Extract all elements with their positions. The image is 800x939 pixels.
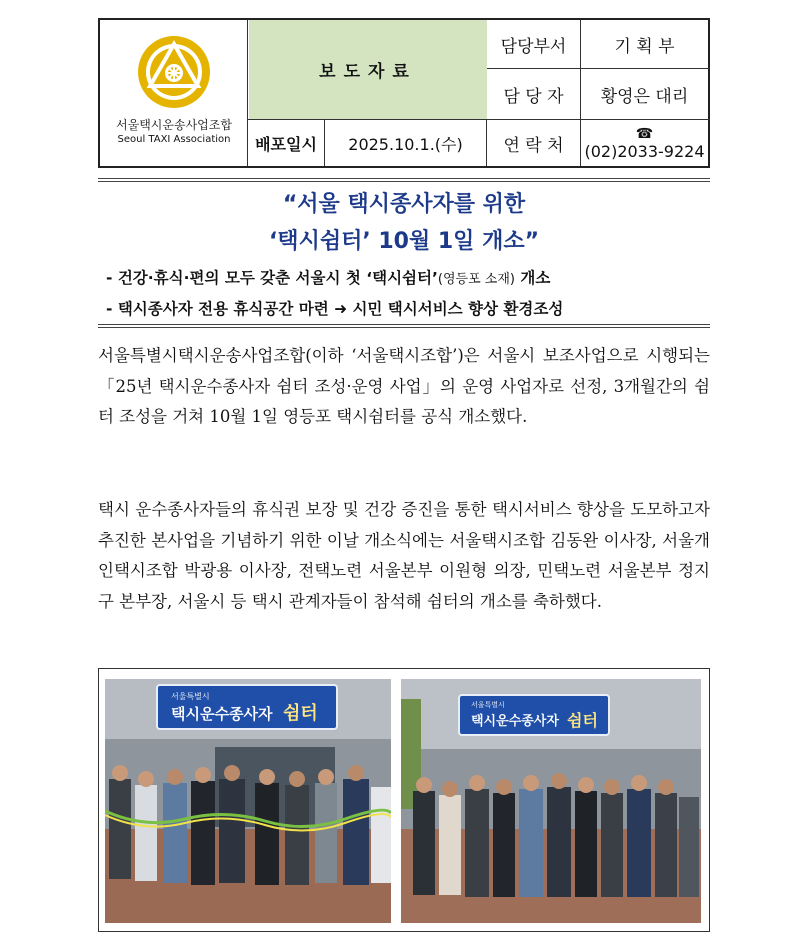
dept-value: 기 획 부 [614, 36, 675, 57]
paragraph-1: 서울특별시택시운송사업조합(이하 ‘서울택시조합’)은 서울시 보조사업으로 시행되는 「25년 택시운수종사자 쉼터 조성·운영 사업」의 운영 사업자로 선정, 3개월간의 쉼터 조성을 거쳐 10월 1일 영등포 택시쉼터를 공식 개소했다. [98, 346, 710, 426]
paragraph-2: 택시 운수종사자들의 휴식권 보장 및 건강 증진을 통한 택시서비스 향상을 도모하고자 추진한 본사업을 기념하기 위한 이날 개소식에는 서울택시조합 김동완 이사장, 서울개인택시조합 박광용 이사장, 전택노련 서울본부 이원형 의장, 민택노련 서울본부 정지구 본부장, 서울시 등 택시 관계자들이 참석해 쉼터의 개소를 축하했다. [98, 500, 710, 611]
dept-label: 담당부서 [500, 36, 567, 57]
contact-value-cell [581, 120, 708, 166]
headline-bottom-rule [98, 324, 710, 325]
association-logo-icon [135, 33, 213, 111]
sign-small-text: 서울특별시 [171, 692, 210, 701]
subhead-1-location: (영등포 소재) [437, 272, 515, 287]
photo-frame [98, 668, 710, 932]
sign-accent-text-2: 쉼터 [567, 711, 598, 730]
ribbon-cutting-photo [105, 679, 391, 923]
subhead-1-main: - 건강·휴식·편의 모두 갖춘 서울시 첫 ‘택시쉼터’ [106, 269, 438, 287]
sign-accent-text: 쉼터 [283, 703, 318, 724]
org-name-english: Seoul TAXI Association [117, 134, 231, 145]
headline-line-1: “서울 택시종사자를 위한 [282, 192, 526, 217]
subhead-1 [106, 266, 550, 288]
group-photo [401, 679, 701, 923]
date-label: 배포일시 [255, 134, 317, 154]
org-name-korean: 서울택시운송사업조합 [116, 118, 232, 132]
document-title: 보도자료 [249, 20, 487, 119]
header-table [98, 18, 710, 168]
phone-icon: ☎ [635, 126, 654, 142]
logo [100, 20, 248, 118]
contact-label: 연 락 처 [503, 135, 564, 156]
person-value: 황영은 대리 [600, 86, 689, 107]
headline-top-rule [98, 178, 710, 179]
person-label: 담 당 자 [503, 86, 564, 107]
sign-main-text-2: 택시운수종사자 [471, 714, 559, 729]
contact-value: (02)2033-9224 [584, 142, 705, 161]
date-value: 2025.10.1.(수) [348, 134, 463, 154]
headline-top-rule-inner [98, 181, 710, 182]
subhead-2: - 택시종사자 전용 휴식공간 마련 ➜ 시민 택시서비스 향상 환경조성 [106, 300, 564, 318]
headline-line-2: ‘택시쉼터’ 10월 1일 개소” [268, 229, 540, 254]
sign-main-text: 택시운수종사자 [171, 705, 273, 723]
subhead-1-tail: 개소 [514, 269, 551, 287]
headline-bottom-rule-inner [98, 327, 710, 328]
sign-small-text-2: 서울특별시 [471, 701, 505, 709]
